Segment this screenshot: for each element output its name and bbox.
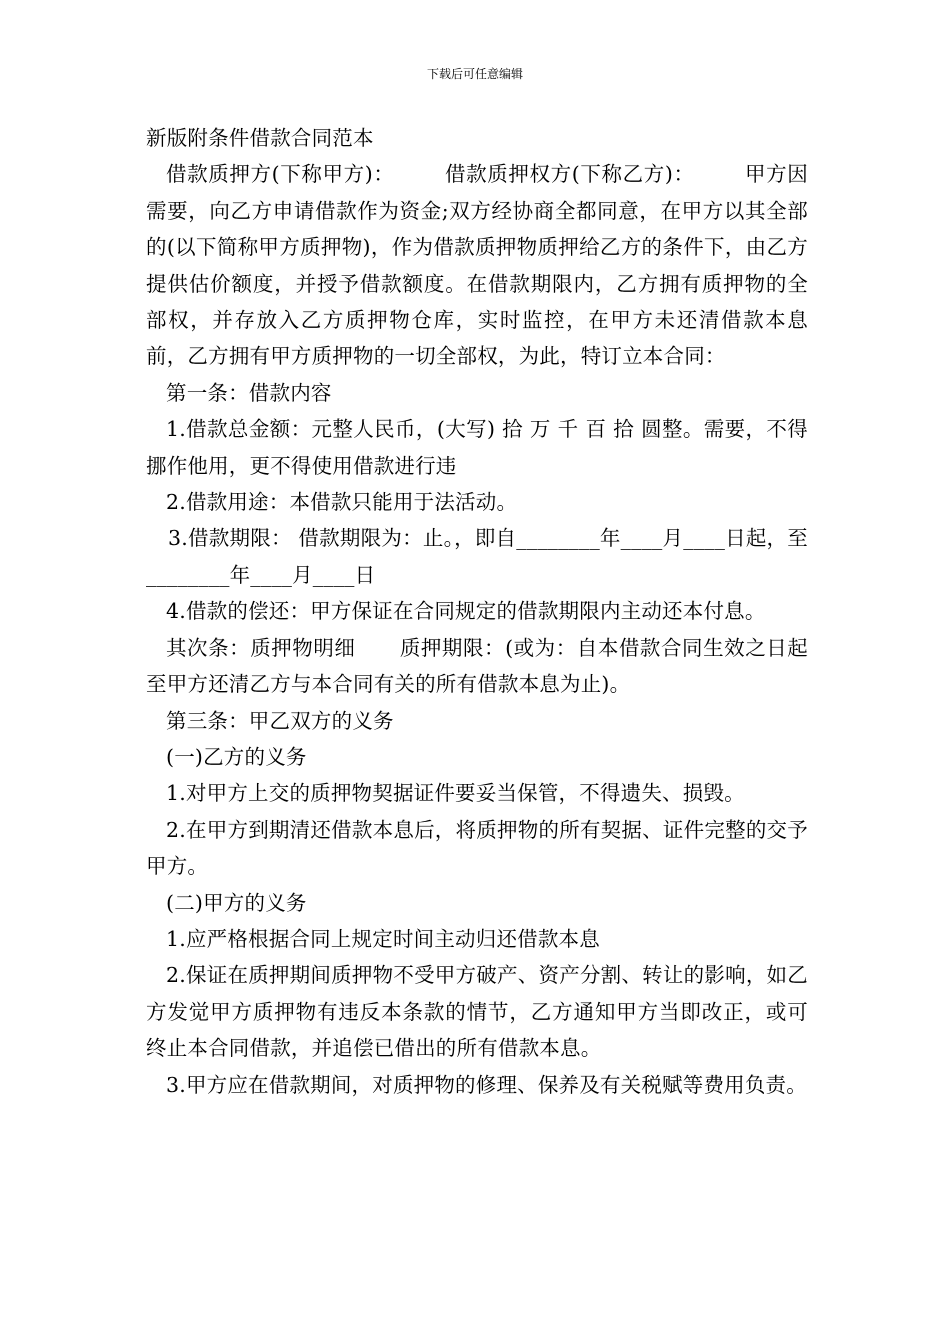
- party-a-duty-3: 3.甲方应在借款期间，对质押物的修理、保养及有关税赋等费用负责。: [166, 1072, 807, 1097]
- party-a-label: 借款质押方(下称甲方)：: [166, 162, 395, 187]
- party-b-duty-1: 1.对甲方上交的质押物契据证件要妥当保管，不得遗失、损毁。: [166, 781, 745, 806]
- document-title: 新版附条件借款合同范本: [146, 126, 374, 150]
- party-a-duty-1: 1.应严格根据合同上规定时间主动归还借款本息: [166, 926, 600, 951]
- article1-item2: 2.借款用途：本借款只能用于法活动。: [166, 490, 518, 515]
- document-body: [146, 120, 808, 1103]
- article1-item4: 4.借款的偿还：甲方保证在合同规定的借款期限内主动还本付息。: [166, 599, 766, 624]
- party-b-duty-2: 2.在甲方到期清还借款本息后，将质押物的所有契据、证件完整的交予甲方。: [146, 817, 808, 879]
- party-a-duties-heading: (二)甲方的义务: [166, 890, 307, 915]
- article2-period: 质押期限：(或为：自本借款合同生效之日起至甲方还清乙方与本合同有关的所有借款本息为止)。: [146, 635, 808, 697]
- party-b-label: 借款质押权方(下称乙方)：: [444, 162, 695, 187]
- intro-paragraph: [146, 156, 808, 374]
- article3-heading: 第三条：甲乙双方的义务: [166, 708, 394, 733]
- article2-paragraph: [146, 630, 808, 703]
- party-a-duty-2: 2.保证在质押期间质押物不受甲方破产、资产分割、转让的影响，如乙方发觉甲方质押物有违反本条款的情节，乙方通知甲方当即改正，或可终止本合同借款，并追偿已借出的所有借款本息。: [146, 963, 808, 1061]
- intro-text: 甲方因需要，向乙方申请借款作为资金;双方经协商全都同意，在甲方以其全部的(以下简称甲方质押物)，作为借款质押物质押给乙方的条件下，由乙方提供估价额度，并授予借款额度。在借款期限内，乙方拥有质押物的全部权，并存放入乙方质押物仓库，实时监控，在甲方未还清借款本息前，乙方拥有甲方质押物的一切全部权，为此，特订立本合同：: [146, 162, 808, 369]
- article1-item1: 1.借款总金额：元整人民币，(大写) 拾 万 千 百 拾 圆整。需要，不得挪作他用，更不得使用借款进行违: [146, 417, 808, 478]
- article1-heading: 第一条：借款内容: [166, 380, 332, 405]
- article1-item3: 3.借款期限： 借款期限为：止。，即自________年____月____日起，至________年____月____日: [146, 526, 808, 587]
- party-b-duties-heading: (一)乙方的义务: [166, 744, 307, 769]
- header-text: 下载后可任意编辑: [426, 67, 523, 81]
- page-header: [0, 66, 950, 82]
- article2-heading: 其次条：质押物明细: [166, 635, 356, 660]
